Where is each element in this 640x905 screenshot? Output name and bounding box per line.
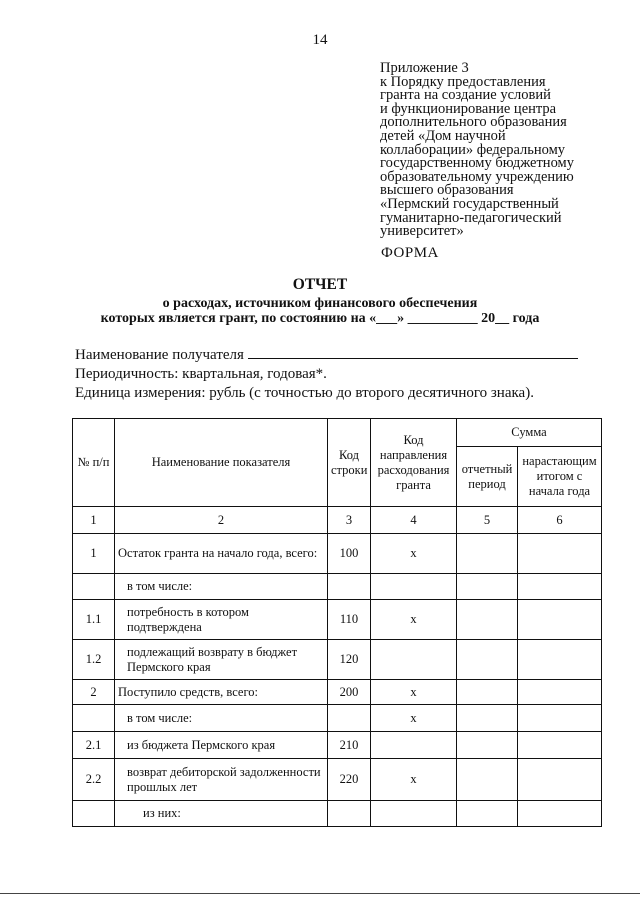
report-subtitle-line-1: о расходах, источником финансового обеспечения <box>162 296 478 311</box>
row-name: Остаток гранта на начало года, всего: <box>115 534 328 574</box>
report-subtitle-line-2: которых является грант, по состоянию на «___» __________ 20__ года <box>100 311 540 326</box>
cell-cumulative-input[interactable] <box>518 640 602 680</box>
row-num: 2.1 <box>73 732 115 759</box>
row-direction <box>371 801 457 827</box>
cell-period-input[interactable] <box>457 705 518 732</box>
appendix-line: гранта на создание условий <box>380 87 551 104</box>
row-direction <box>371 640 457 680</box>
cell-period-input[interactable] <box>457 680 518 705</box>
table-row <box>73 680 602 705</box>
column-numbers-row <box>73 507 602 534</box>
row-code: 120 <box>328 640 371 680</box>
cell-period-input[interactable] <box>457 574 518 600</box>
row-num <box>73 705 115 732</box>
row-name: в том числе: <box>115 574 328 600</box>
row-name: возврат дебиторской задолженности прошлых лет <box>115 759 328 801</box>
row-direction: x <box>371 705 457 732</box>
appendix-line: «Пермский государственный <box>380 195 559 212</box>
header-code: Код строки <box>328 419 371 507</box>
header-sum: Сумма <box>457 419 602 447</box>
appendix-line: университет» <box>380 223 464 240</box>
row-name: из них: <box>115 801 328 827</box>
periodicity-text: Периодичность: квартальная, годовая*. <box>75 366 327 382</box>
table-row <box>73 600 602 640</box>
appendix-line: и функционирование центра <box>380 100 557 117</box>
report-title: ОТЧЕТ <box>292 276 348 293</box>
appendix-line: детей «Дом научной <box>380 127 506 144</box>
row-code: 220 <box>328 759 371 801</box>
header-cumulative: нарастающим итогом с начала года <box>518 447 602 507</box>
row-num <box>73 574 115 600</box>
table-row <box>73 574 602 600</box>
table-row <box>73 705 602 732</box>
table-row <box>73 759 602 801</box>
row-name: потребность в котором подтверждена <box>115 600 328 640</box>
appendix-line: образовательному учреждению <box>380 168 574 185</box>
appendix-line: гуманитарно-педагогический <box>380 209 562 226</box>
cell-cumulative-input[interactable] <box>518 574 602 600</box>
cell-period-input[interactable] <box>457 600 518 640</box>
row-code <box>328 801 371 827</box>
row-code <box>328 574 371 600</box>
row-name: подлежащий возврату в бюджет Пермского края <box>115 640 328 680</box>
recipient-label: Наименование получателя <box>75 347 244 363</box>
row-num: 1 <box>73 534 115 574</box>
row-direction: x <box>371 600 457 640</box>
report-table <box>72 418 602 827</box>
appendix-line: коллаборации» федеральному <box>380 141 566 158</box>
table-row <box>73 732 602 759</box>
cell-cumulative-input[interactable] <box>518 732 602 759</box>
page-number: 14 <box>312 32 328 48</box>
appendix-line: Приложение 3 <box>380 60 469 76</box>
row-num: 1.2 <box>73 640 115 680</box>
appendix-line: к Порядку предоставления <box>380 73 546 90</box>
report-subtitle <box>0 296 640 326</box>
cell-cumulative-input[interactable] <box>518 759 602 801</box>
row-code: 210 <box>328 732 371 759</box>
column-number: 5 <box>457 507 518 534</box>
appendix-block <box>380 62 620 239</box>
row-direction <box>371 732 457 759</box>
row-code: 100 <box>328 534 371 574</box>
table-row <box>73 640 602 680</box>
column-number: 4 <box>371 507 457 534</box>
row-code <box>328 705 371 732</box>
row-num: 1.1 <box>73 600 115 640</box>
table-row <box>73 801 602 827</box>
header-name: Наименование показателя <box>115 419 328 507</box>
row-name: Поступило средств, всего: <box>115 680 328 705</box>
row-num: 2 <box>73 680 115 705</box>
column-number: 1 <box>73 507 115 534</box>
row-num <box>73 801 115 827</box>
recipient-line <box>75 346 635 365</box>
cell-period-input[interactable] <box>457 759 518 801</box>
row-code: 200 <box>328 680 371 705</box>
column-number: 6 <box>518 507 602 534</box>
row-direction <box>371 574 457 600</box>
report-params <box>75 346 635 403</box>
form-label: ФОРМА <box>381 245 439 261</box>
cell-cumulative-input[interactable] <box>518 801 602 827</box>
cell-period-input[interactable] <box>457 534 518 574</box>
cell-cumulative-input[interactable] <box>518 534 602 574</box>
appendix-line: дополнительного образования <box>380 114 567 131</box>
cell-period-input[interactable] <box>457 801 518 827</box>
header-num: № п/п <box>73 419 115 507</box>
page-bottom-edge <box>0 893 640 894</box>
row-name: в том числе: <box>115 705 328 732</box>
cell-cumulative-input[interactable] <box>518 600 602 640</box>
recipient-blank-field[interactable] <box>248 346 578 359</box>
cell-period-input[interactable] <box>457 640 518 680</box>
cell-cumulative-input[interactable] <box>518 680 602 705</box>
table-row <box>73 534 602 574</box>
column-number: 3 <box>328 507 371 534</box>
row-direction: x <box>371 759 457 801</box>
row-num: 2.2 <box>73 759 115 801</box>
column-number: 2 <box>115 507 328 534</box>
row-code: 110 <box>328 600 371 640</box>
header-direction: Код направления расходования гранта <box>371 419 457 507</box>
row-direction: x <box>371 680 457 705</box>
cell-cumulative-input[interactable] <box>518 705 602 732</box>
appendix-line: государственному бюджетному <box>380 155 574 172</box>
row-name: из бюджета Пермского края <box>115 732 328 759</box>
header-period: отчетный период <box>457 447 518 507</box>
appendix-line: высшего образования <box>380 182 514 199</box>
row-direction: x <box>371 534 457 574</box>
cell-period-input[interactable] <box>457 732 518 759</box>
unit-text: Единица измерения: рубль (с точностью до второго десятичного знака). <box>75 385 534 401</box>
